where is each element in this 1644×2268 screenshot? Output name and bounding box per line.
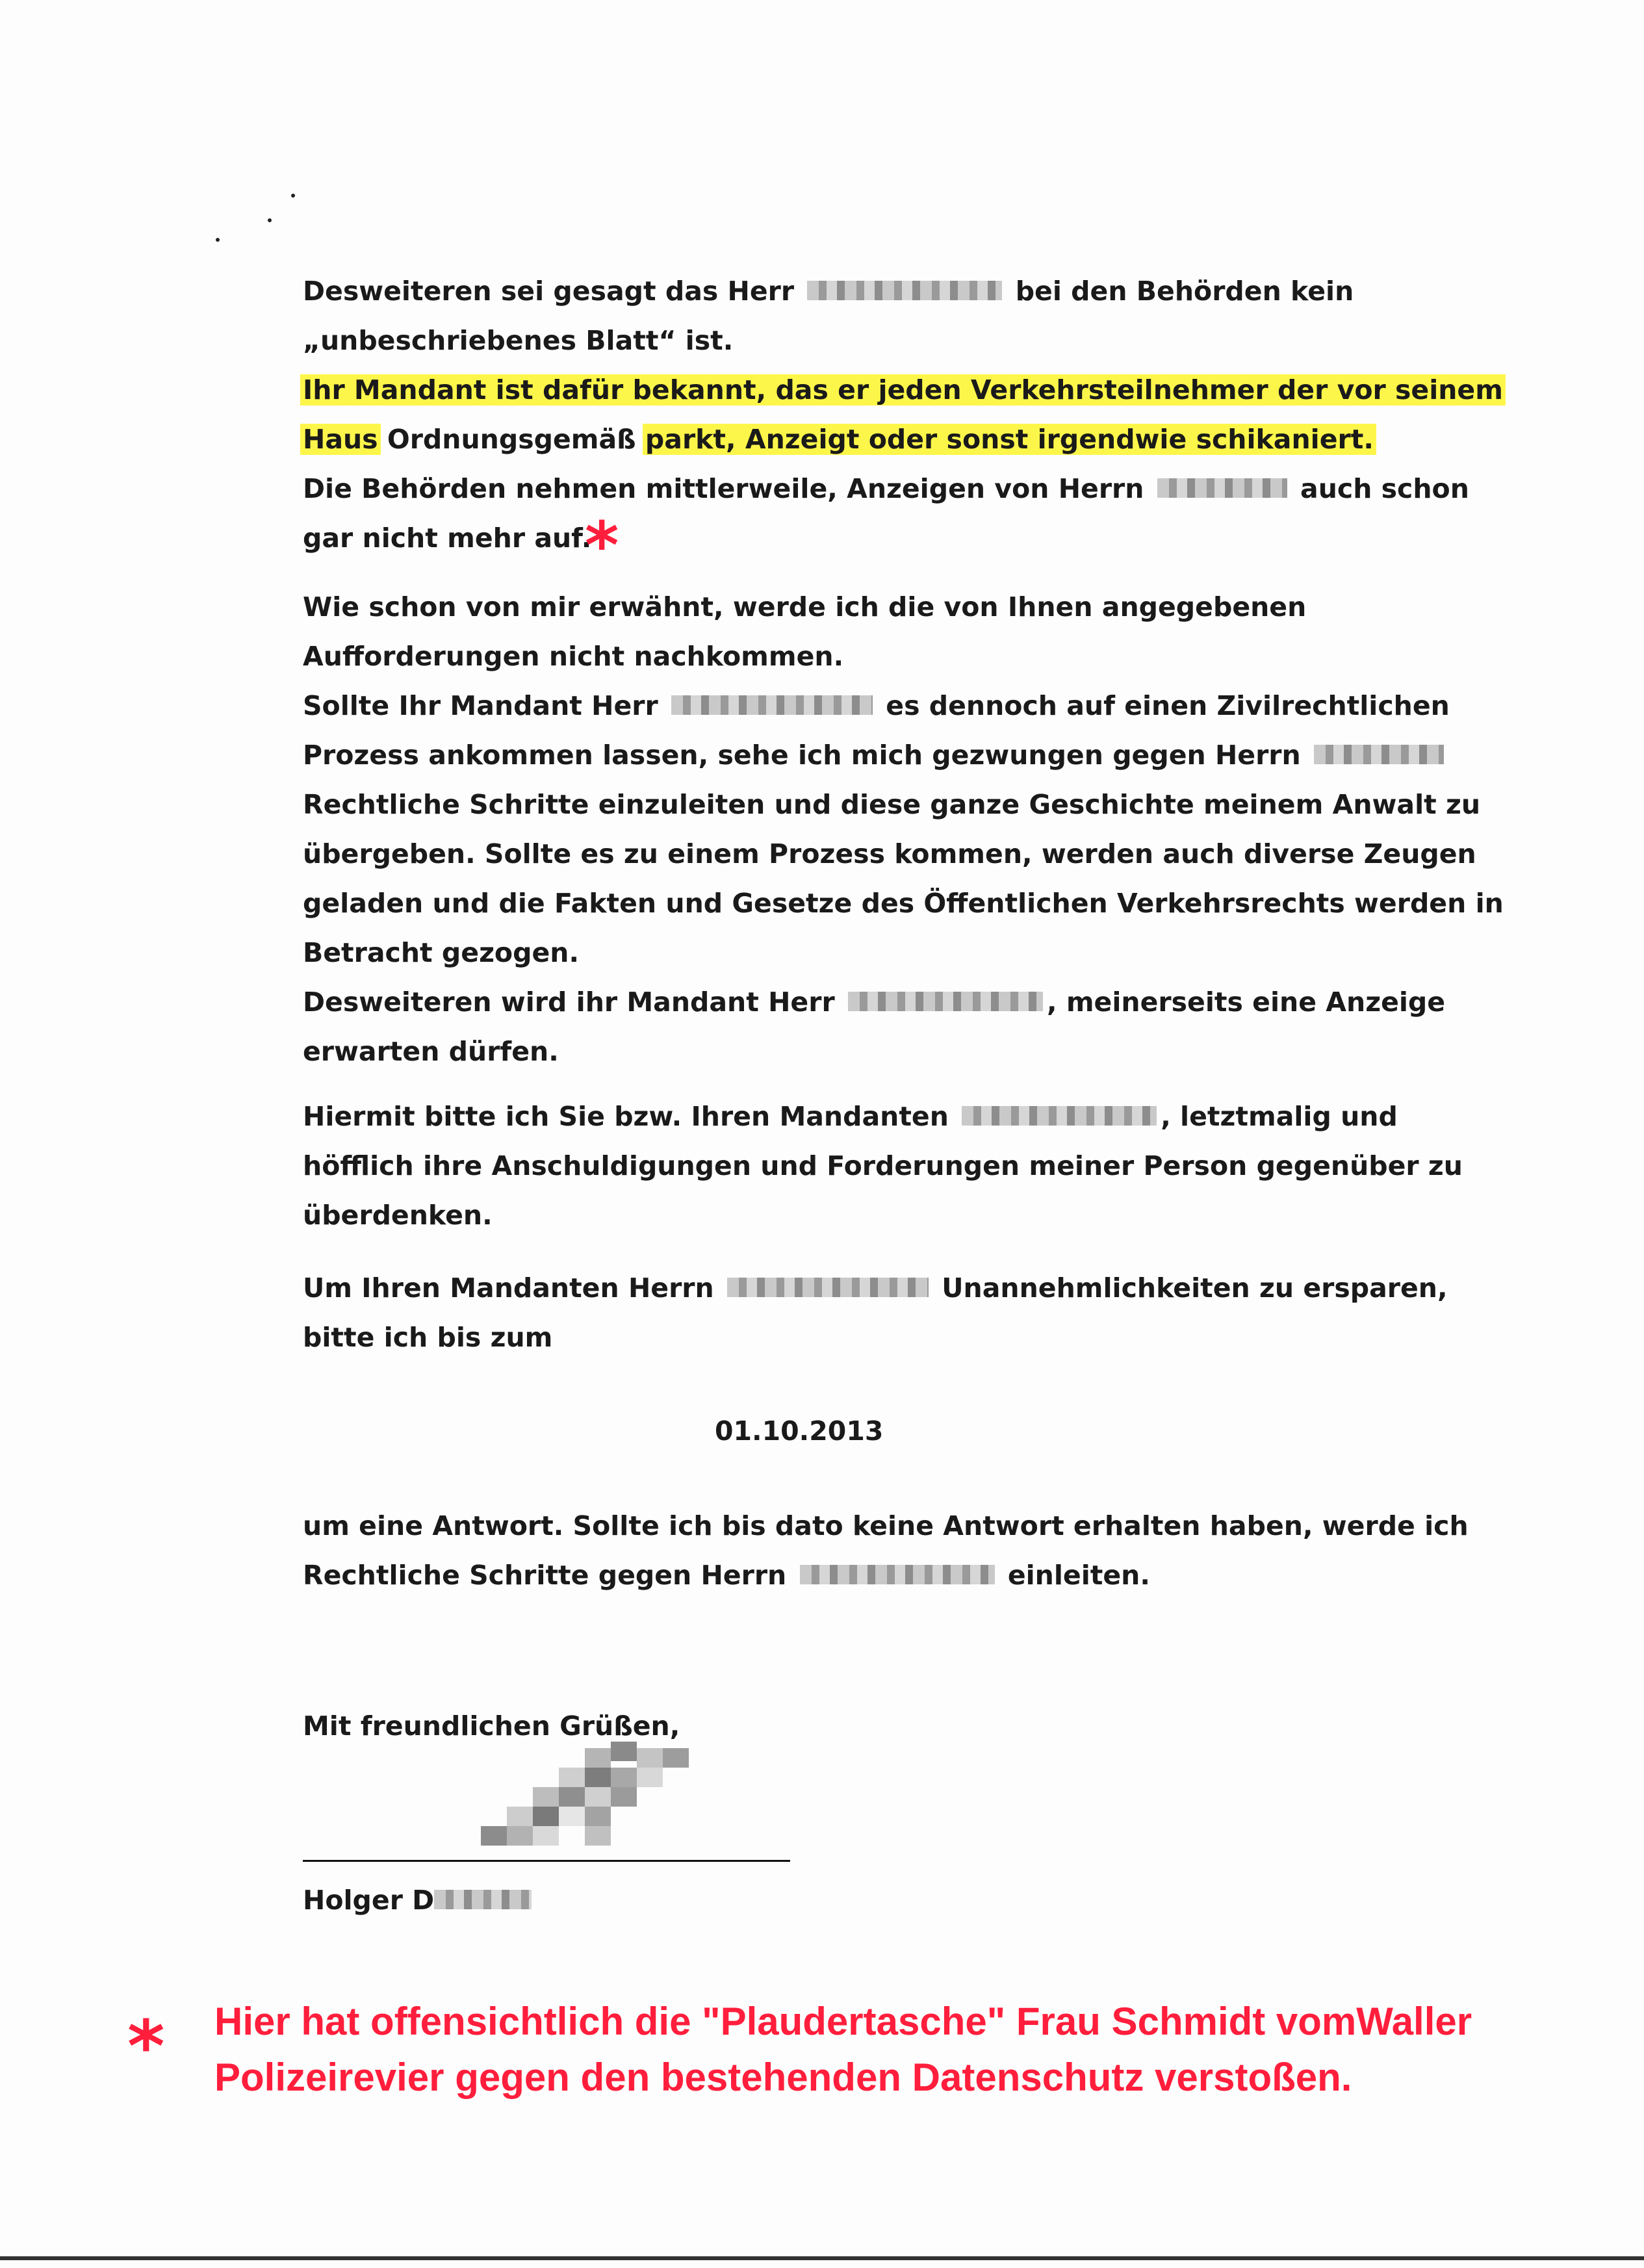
text-segment: Holger D (303, 1885, 435, 1916)
scan-page-edge (0, 2256, 1644, 2260)
text-line (303, 681, 1450, 730)
redacted-name (671, 695, 873, 715)
text-segment: auch schon (1300, 473, 1469, 504)
text-segment: Um Ihren Mandanten Herrn (303, 1272, 714, 1304)
redacted-name (807, 281, 1002, 300)
text-line (303, 464, 1469, 513)
paragraph-3 (303, 1092, 1463, 1240)
text-segment: Die Behörden nehmen mittlerweile, Anzeigen von Herrn (303, 473, 1144, 504)
asterisk-marker-footnote: * (127, 2005, 165, 2088)
text-line: Mit freundlichen Grüßen, (303, 1710, 680, 1742)
text-line: Wie schon von mir erwähnt, werde ich die von Ihnen angegebenen (303, 591, 1307, 623)
text-segment: , letztmalig und (1161, 1101, 1398, 1132)
text-line: Rechtliche Schritte einzuleiten und diese ganze Geschichte meinem Anwalt zu (303, 789, 1481, 820)
text-segment: Rechtliche Schritte gegen Herrn (303, 1560, 787, 1591)
text-line: höfflich ihre Anschuldigungen und Forderungen meiner Person gegenüber zu (303, 1150, 1463, 1181)
text-segment: es dennoch auf einen Zivilrechtlichen (886, 690, 1450, 721)
annotation-note (214, 1994, 1612, 2106)
text-line: erwarten dürfen. (303, 1036, 559, 1067)
redacted-name (727, 1278, 929, 1297)
redacted-name (1157, 478, 1287, 498)
redacted-name (800, 1565, 995, 1584)
annotation-line: Hier hat offensichtlich die "Plaudertasche" Frau Schmidt vomWaller (214, 2000, 1472, 2043)
text-segment: Ordnungsgemäß (387, 424, 636, 455)
text-line (303, 1551, 1446, 1600)
text-segment: Desweiteren wird ihr Mandant Herr (303, 986, 835, 1018)
paragraph-1 (303, 266, 1503, 563)
text-line: gar nicht mehr auf. (303, 522, 592, 554)
signature-line (303, 1860, 790, 1862)
text-line: Betracht gezogen. (303, 937, 580, 968)
annotation-line: Polizeirevier gegen den bestehenden Datenschutz verstoßen. (214, 2055, 1352, 2099)
paragraph-4 (303, 1263, 1446, 1362)
text-line (303, 977, 1446, 1027)
highlighted-text: parkt, Anzeigt oder sonst irgendwie schikaniert. (643, 424, 1376, 455)
text-line: „unbeschriebenes Blatt“ ist. (303, 325, 734, 356)
paragraph-5 (303, 1501, 1469, 1600)
text-line: übergeben. Sollte es zu einem Prozess kommen, werden auch diverse Zeugen (303, 838, 1476, 870)
text-line (303, 266, 1446, 316)
closing-greeting (303, 1701, 1446, 1751)
text-segment: bei den Behörden kein (1015, 276, 1354, 307)
paragraph-2 (303, 582, 1504, 1076)
text-line: überdenken. (303, 1200, 493, 1231)
redacted-name (1314, 745, 1444, 764)
scan-speck (268, 218, 272, 222)
text-line (303, 730, 1446, 780)
text-segment: Desweiteren sei gesagt das Herr (303, 276, 795, 307)
text-line: Aufforderungen nicht nachkommen. (303, 641, 844, 672)
redacted-name (434, 1890, 532, 1909)
text-line (303, 1875, 1446, 1925)
text-line (303, 415, 1446, 464)
text-line: geladen und die Fakten und Gesetze des Öffentlichen Verkehrsrechts werden in (303, 888, 1504, 919)
text-segment: Sollte Ihr Mandant Herr (303, 690, 658, 721)
text-segment: , meinerseits eine Anzeige (1046, 986, 1446, 1018)
highlighted-text: Ihr Mandant ist dafür bekannt, das er jeden Verkehrsteilnehmer der vor seinem (300, 374, 1506, 406)
text-segment: Hiermit bitte ich Sie bzw. Ihren Mandanten (303, 1101, 949, 1132)
text-line (303, 365, 1503, 415)
redacted-name (848, 992, 1043, 1011)
scan-speck (216, 238, 220, 242)
text-line: bitte ich bis zum (303, 1322, 553, 1353)
text-segment: einleiten. (1007, 1560, 1150, 1591)
scan-speck (291, 194, 295, 198)
pixelated-signature (481, 1742, 715, 1859)
deadline-date: 01.10.2013 (715, 1415, 884, 1447)
asterisk-marker-inline: * (585, 508, 619, 584)
highlighted-text: Haus (300, 424, 381, 455)
signer-name (303, 1875, 1446, 1925)
text-line (303, 1263, 1446, 1313)
text-segment: Prozess ankommen lassen, sehe ich mich gezwungen gegen Herrn (303, 740, 1301, 771)
text-segment: Unannehmlichkeiten zu ersparen, (942, 1272, 1448, 1304)
text-line: um eine Antwort. Sollte ich bis dato keine Antwort erhalten haben, werde ich (303, 1510, 1469, 1541)
redacted-name (962, 1106, 1157, 1126)
text-line (303, 1092, 1446, 1141)
